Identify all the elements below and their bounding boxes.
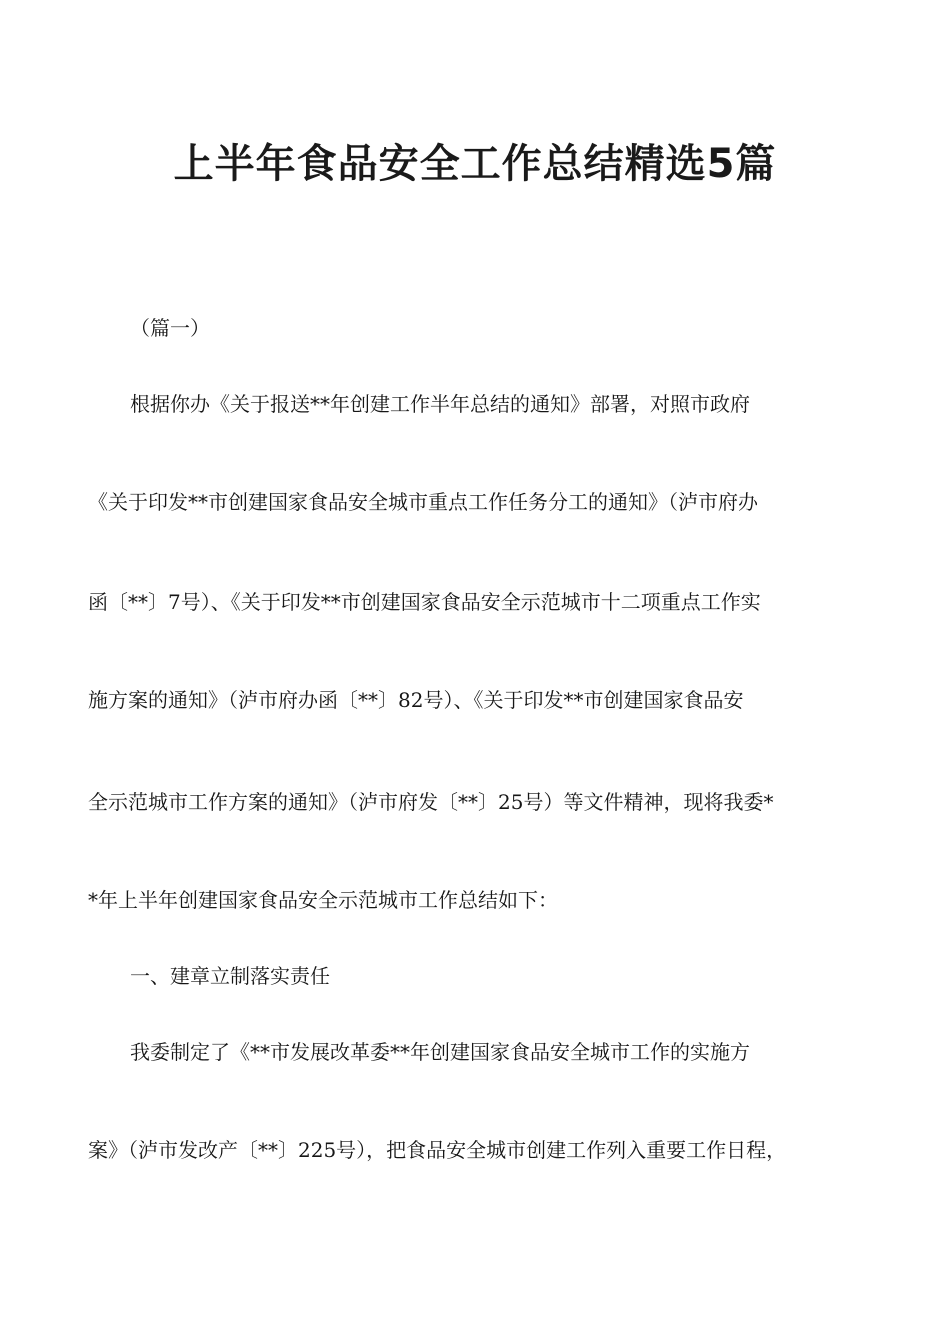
body-line-7: 我委制定了《**市发展改革委**年创建国家食品安全城市工作的实施方 — [130, 1040, 750, 1064]
section-label: （篇一） — [130, 316, 210, 340]
body-line-5: 全示范城市工作方案的通知》（泸市府发〔**〕25号）等文件精神，现将我委* — [88, 790, 774, 814]
body-line-3: 函〔**〕7号）、《关于印发**市创建国家食品安全示范城市十二项重点工作实 — [88, 590, 761, 614]
body-line-4: 施方案的通知》（泸市府办函〔**〕82号）、《关于印发**市创建国家食品安 — [88, 688, 744, 712]
body-line-8: 案》（泸市发改产〔**〕225号），把食品安全城市创建工作列入重要工作日程， — [88, 1138, 787, 1162]
document-title: 上半年食品安全工作总结精选5篇 — [173, 141, 777, 187]
body-line-6: *年上半年创建国家食品安全示范城市工作总结如下： — [88, 888, 558, 912]
body-line-2: 《关于印发**市创建国家食品安全城市重点工作任务分工的通知》（泸市府办 — [88, 490, 758, 514]
body-line-1: 根据你办《关于报送**年创建工作半年总结的通知》部署，对照市政府 — [130, 392, 750, 416]
section-heading: 一、建章立制落实责任 — [130, 964, 330, 988]
